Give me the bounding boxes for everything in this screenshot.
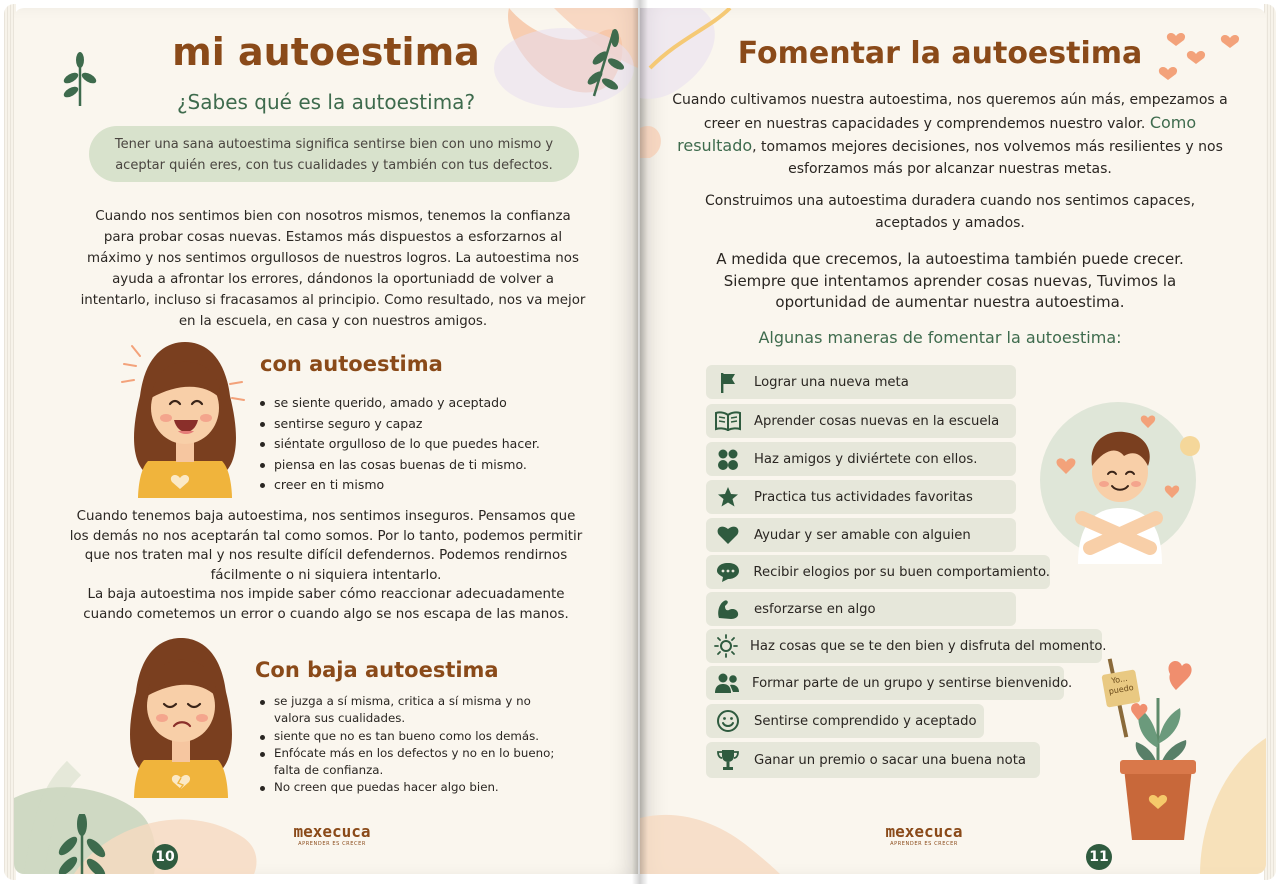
low-esteem-paragraph-2: La baja autoestima nos impide saber cómo reaccionar adecuadamente cuando cometemos un error o cuando algo se nos escapa de las manos. (83, 587, 569, 622)
list-item (706, 742, 1040, 778)
list-item (706, 666, 1073, 700)
page-number: 11 (1086, 844, 1112, 870)
lasting-paragraph: Construimos una autoestima duradera cuando nos sentimos capaces, aceptados y amados. (704, 193, 1196, 231)
list-item (706, 704, 984, 738)
trophy-icon (714, 746, 742, 774)
list-item (706, 518, 1016, 552)
page-title: Fomentar la autoestima (737, 36, 1143, 71)
list-item-label: Recibir elogios por su buen comportamiento. (753, 564, 1050, 580)
list-item-label: Lograr una nueva meta (754, 374, 909, 390)
intro-text-b: , tomamos mejores decisiones, nos volvemos más resilientes y nos esforzamos más por alcanzar nuestras metas. (752, 139, 1223, 177)
friends-icon (714, 445, 742, 473)
brand-tagline: APRENDER ES CRECER (890, 841, 958, 847)
intro-paragraph (670, 90, 1230, 180)
low-esteem-heading: Con baja autoestima (255, 658, 499, 682)
list-item: sentirse seguro y capaz (260, 414, 560, 435)
list-item (706, 629, 1107, 663)
intro-paragraph: Cuando nos sentimos bien con nosotros mismos, tenemos la confianza para probar cosas nuevas. Estamos más dispuestos a esforzarnos al máximo y nos sentimos orgullosos de nuestros logros. La autoestima nos ayuda a afrontar los errores, dándonos la oportuniadd de volver a intentarlo, incluso si fracasamos al principio. Como resultado, nos va mejor en la escuela, en casa y con nuestros amigos. (80, 209, 586, 329)
speech-bubble-icon (714, 558, 741, 586)
book-icon (714, 407, 742, 435)
brand-tagline: APRENDER ES CRECER (298, 841, 366, 847)
sun-icon (714, 632, 738, 660)
section-subtitle: ¿Sabes qué es la autoestima? (176, 90, 476, 114)
low-esteem-list (260, 693, 560, 797)
list-item: se juzga a sí misma, critica a sí misma y no valora sus cualidades. (260, 693, 560, 728)
list-item (706, 592, 1016, 626)
heart-icon (714, 521, 742, 549)
page-number: 10 (152, 844, 178, 870)
page-title: mi autoestima (172, 30, 480, 74)
list-item: piensa en las cosas buenas de ti mismo. (260, 455, 560, 476)
sad-girl-illustration (106, 632, 246, 798)
sign-label: Yo... puedo (1101, 669, 1140, 707)
book-spine (632, 0, 648, 884)
low-esteem-paragraph-1: Cuando tenemos baja autoestima, nos sentimos inseguros. Pensamos que los demás no nos aceptarán tal como somos. Por lo tanto, podemos permitir que nos traten mal y nos resulte difícil defendernos. Podemos rendirnos fácilmente o ni siquiera intentarlo. (69, 509, 583, 583)
list-item-label: Haz amigos y diviértete con ellos. (754, 451, 978, 467)
low-esteem-paragraph (66, 507, 586, 624)
growth-paragraph: A medida que crecemos, la autoestima también puede crecer. Siempre que intentamos aprender cosas nuevas, Tuvimos la oportunidad de aumentar nuestra autoestima. (716, 250, 1184, 311)
brand-logo (864, 822, 984, 847)
boy-hugging-illustration (1038, 400, 1204, 564)
brand-logo (272, 822, 392, 847)
list-item: siéntate orgulloso de lo que puedes hacer. (260, 434, 560, 455)
bottom-leaves-icon (56, 814, 110, 874)
list-item: Enfócate más en los defectos y no en lo bueno; falta de confianza. (260, 745, 560, 780)
smile-icon (714, 707, 742, 735)
list-item (706, 404, 1016, 438)
definition-text: Tener una sana autoestima significa sentirse bien con uno mismo y aceptar quién eres, con tus cualidades y también con tus defectos. (114, 137, 554, 173)
list-item: se siente querido, amado y aceptado (260, 393, 560, 414)
intro-emphasis: Como resultado (677, 112, 1197, 155)
high-esteem-heading: con autoestima (260, 352, 443, 376)
group-icon (714, 669, 740, 697)
list-item-label: esforzarse en algo (754, 601, 876, 617)
list-item-label: Ayudar y ser amable con alguien (754, 527, 971, 543)
list-item-label: Practica tus actividades favoritas (754, 489, 973, 505)
muscle-icon (714, 595, 742, 623)
list-item-label: Haz cosas que se te den bien y disfruta del momento. (750, 638, 1107, 654)
list-item (706, 442, 1016, 476)
high-esteem-list (260, 393, 560, 496)
brand-name: mexecuca (885, 822, 963, 841)
list-item-label: Aprender cosas nuevas en la escuela (754, 413, 1000, 429)
left-page (14, 8, 638, 874)
list-item (706, 365, 1016, 399)
happy-girl-illustration (110, 336, 250, 498)
right-page (640, 8, 1266, 874)
list-item (706, 555, 1050, 589)
star-icon (714, 483, 742, 511)
list-item: creer en ti mismo (260, 475, 560, 496)
ways-heading: Algunas maneras de fomentar la autoestima: (758, 328, 1122, 347)
list-item-label: Ganar un premio o sacar una buena nota (754, 752, 1026, 768)
list-item: No creen que puedas hacer algo bien. (260, 779, 560, 796)
flag-icon (714, 368, 742, 396)
list-item-label: Sentirse comprendido y aceptado (754, 713, 977, 729)
intro-text-a: Cuando cultivamos nuestra autoestima, nos queremos aún más, empezamos a creer en nuestras capacidades y comprendemos nuestro valor. (672, 92, 1228, 132)
brand-name: mexecuca (293, 822, 371, 841)
list-item (706, 480, 1016, 514)
list-item: siente que no es tan bueno como los demás. (260, 728, 560, 745)
list-item-label: Formar parte de un grupo y sentirse bienvenido. (752, 675, 1073, 691)
